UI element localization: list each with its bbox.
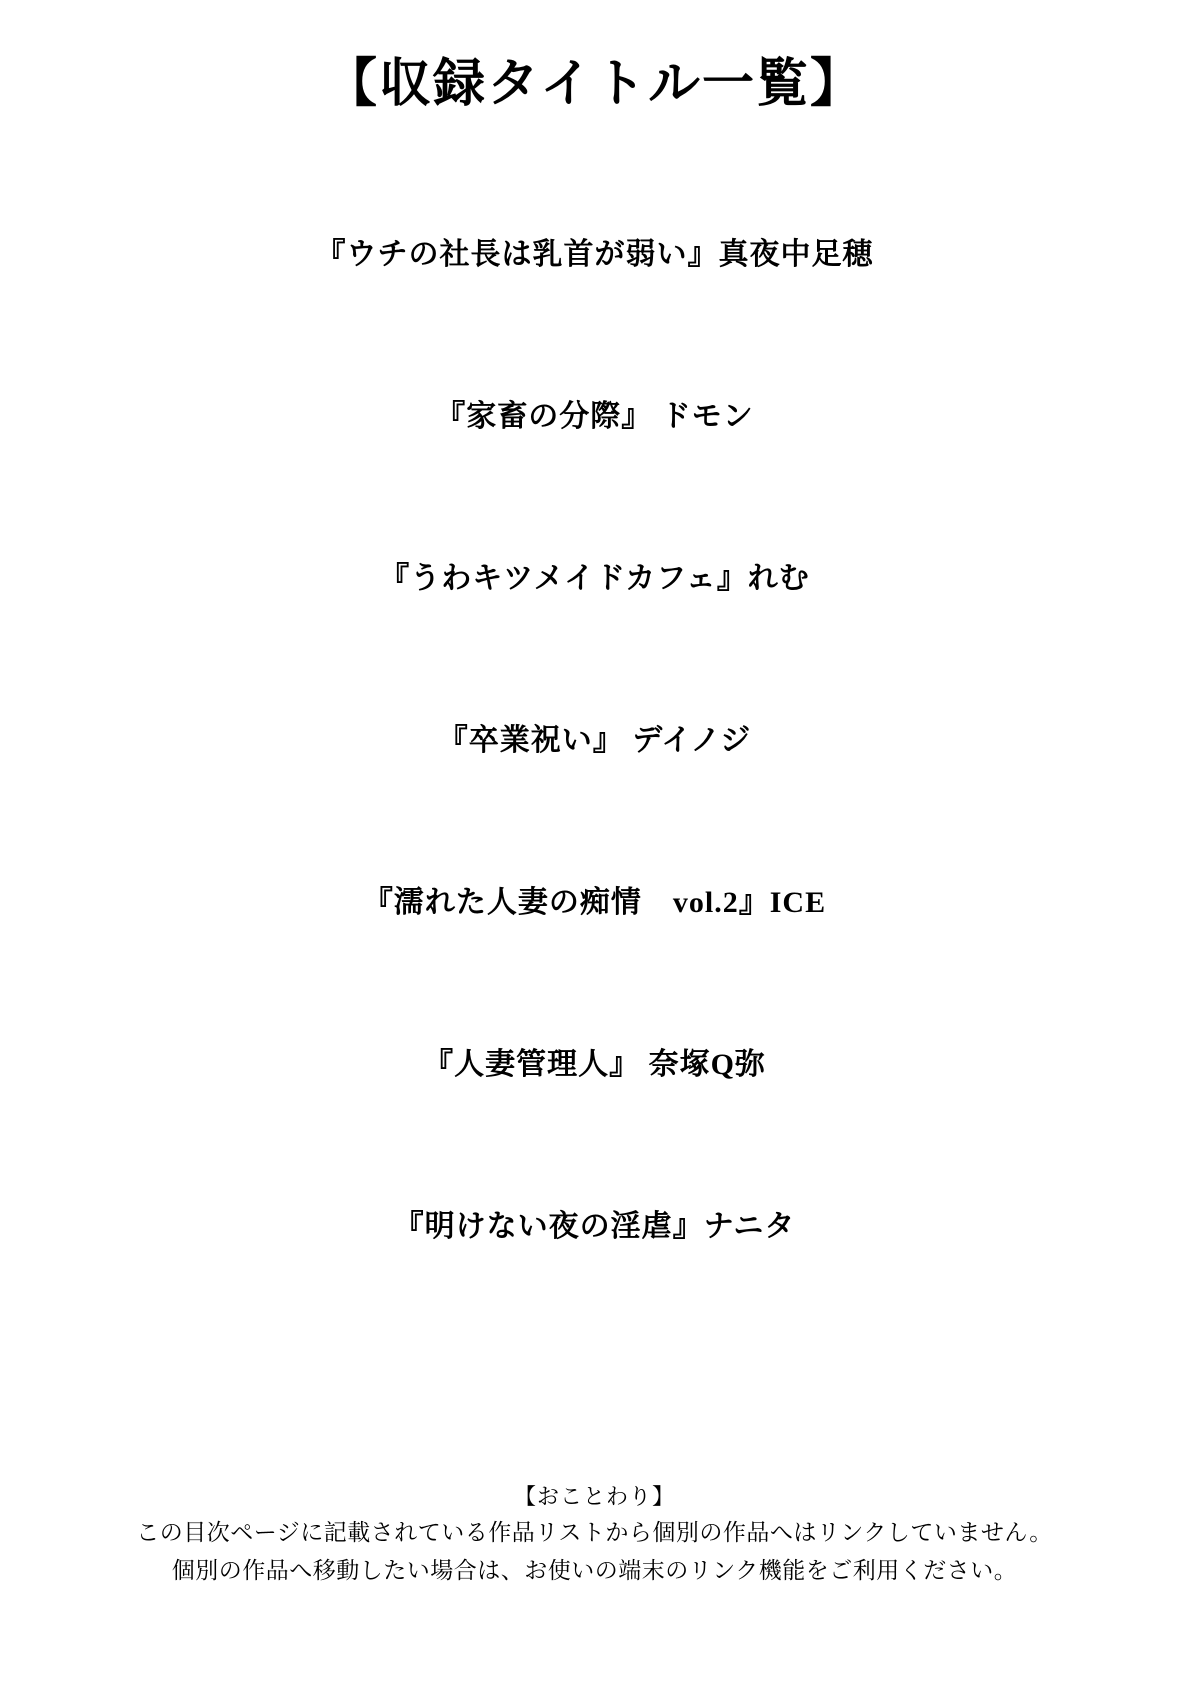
notice-line-1: この目次ページに記載されている作品リストから個別の作品へはリンクしていません。 — [136, 1520, 1053, 1547]
list-item: 『濡れた人妻の痴情 vol.2』ICE — [362, 886, 827, 920]
notice-block — [0, 1480, 1189, 1591]
title-list — [0, 234, 1189, 1248]
list-item: 『明けない夜の淫虐』ナニタ — [393, 1210, 796, 1244]
list-item: 『ウチの社長は乳首が弱い』真夜中足穂 — [315, 238, 874, 272]
list-item: 『人妻管理人』 奈塚Q弥 — [423, 1048, 766, 1082]
list-item: 『家畜の分際』 ドモン — [435, 400, 754, 434]
notice-heading: 【おことわり】 — [513, 1484, 675, 1510]
list-item: 『うわキツメイドカフェ』れむ — [379, 562, 810, 596]
list-item: 『卒業祝い』 デイノジ — [437, 724, 752, 758]
notice-line-2: 個別の作品へ移動したい場合は、お使いの端末のリンク機能をご利用ください。 — [171, 1558, 1018, 1585]
page-title: 【収録タイトル一覧】 — [325, 56, 864, 113]
